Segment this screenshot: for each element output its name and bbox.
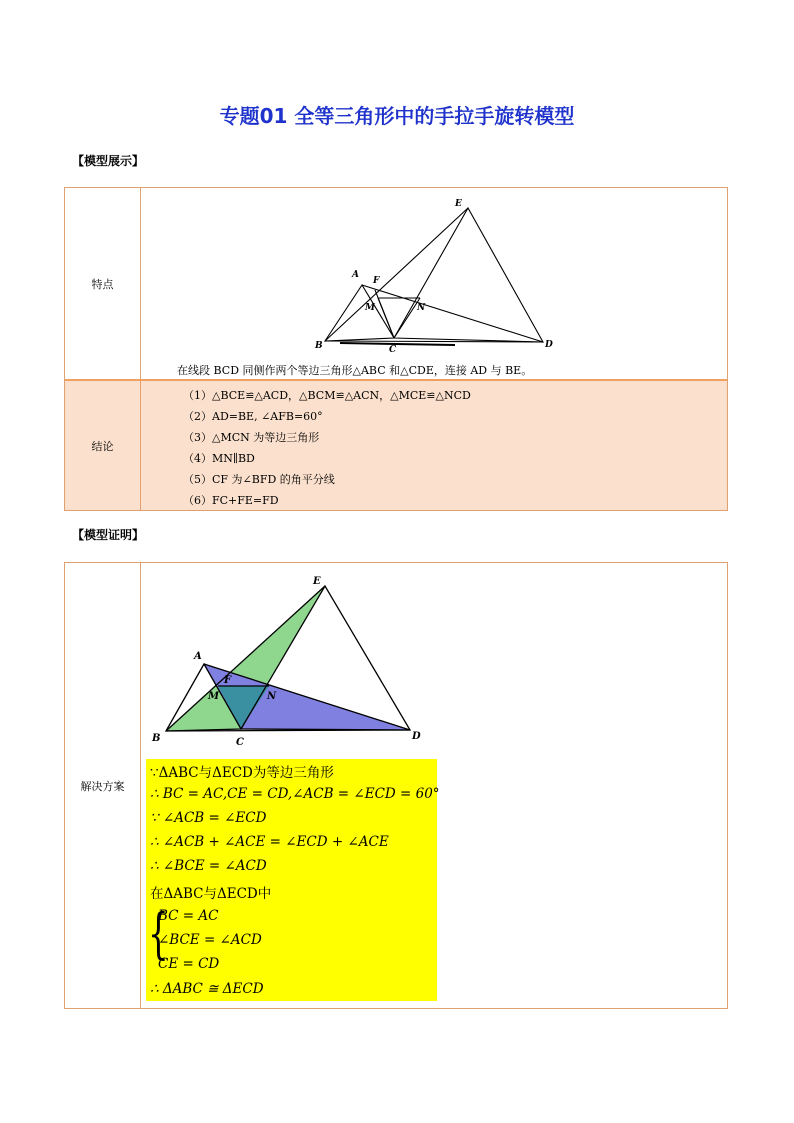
section-heading-model-display: 【模型展示】 — [72, 154, 145, 168]
model-display-table — [64, 187, 728, 511]
row-label-solution: 解决方案 — [65, 563, 141, 1008]
model-figure — [305, 193, 565, 358]
proof-line: ∴ ∠ACB + ∠ACE = ∠ECD + ∠ACE — [150, 834, 389, 850]
conclusion-item: （3）△MCN 为等边三角形 — [183, 431, 320, 444]
proof-label-d: D — [412, 731, 421, 742]
conclusion-item: （5）CF 为∠BFD 的角平分线 — [183, 473, 335, 486]
brace-symbol: { — [148, 902, 169, 965]
row-label-features: 特点 — [65, 188, 141, 380]
label-e: E — [455, 199, 462, 209]
triangle-cde — [394, 208, 543, 342]
conclusion-item: （6）FC+FE=FD — [183, 494, 279, 507]
conclusion-item: （4）MN∥BD — [183, 452, 255, 465]
proof-steps — [146, 759, 440, 1001]
proof-line: ∵ΔABC与ΔECD为等边三角形 — [150, 765, 334, 781]
conclusion-item: （2）AD=BE, ∠AFB=60° — [183, 410, 323, 423]
conclusions-row — [65, 381, 727, 510]
proof-line: ∴ ∠BCE = ∠ACD — [150, 858, 267, 874]
proof-label-c: C — [236, 737, 244, 748]
proof-figure — [150, 571, 440, 751]
label-f: F — [373, 276, 380, 286]
label-b: B — [315, 341, 323, 351]
label-d: D — [545, 340, 553, 350]
section-heading-model-proof: 【模型证明】 — [72, 528, 145, 542]
label-n: N — [417, 303, 426, 313]
conclusion-item: （1）△BCE≌△ACD，△BCM≌△ACN，△MCE≌△NCD — [183, 389, 471, 402]
row-label-conclusion: 结论 — [65, 381, 141, 510]
proof-label-b: B — [152, 733, 161, 744]
proof-line: ∵ ∠ACB = ∠ECD — [150, 810, 267, 826]
segment-be — [325, 208, 468, 341]
proof-label-a: A — [194, 651, 202, 662]
model-description: 在线段 BCD 同侧作两个等边三角形△ABC 和△CDE，连接 AD 与 BE。 — [177, 364, 533, 377]
proof-line: ∴ BC = AC,CE = CD,∠ACB = ∠ECD = 60° — [150, 786, 440, 802]
proof-label-n: N — [267, 691, 277, 702]
proof-line: 在ΔABC与ΔECD中 — [150, 886, 272, 902]
proof-conclusion: ∴ ΔABC ≅ ΔECD — [150, 981, 264, 997]
conclusion-list — [183, 385, 471, 511]
proof-condition: CE = CD — [158, 956, 220, 972]
label-m: M — [365, 303, 375, 313]
proof-condition: BC = AC — [158, 908, 219, 924]
label-a: A — [352, 270, 359, 280]
proof-label-e: E — [313, 576, 321, 587]
page-title: 专题01 全等三角形中的手拉手旋转模型 — [219, 104, 575, 128]
proof-label-f: F — [224, 675, 232, 686]
proof-label-m: M — [208, 691, 220, 702]
proof-condition: ∠BCE = ∠ACD — [158, 932, 262, 948]
label-c: C — [389, 345, 397, 355]
